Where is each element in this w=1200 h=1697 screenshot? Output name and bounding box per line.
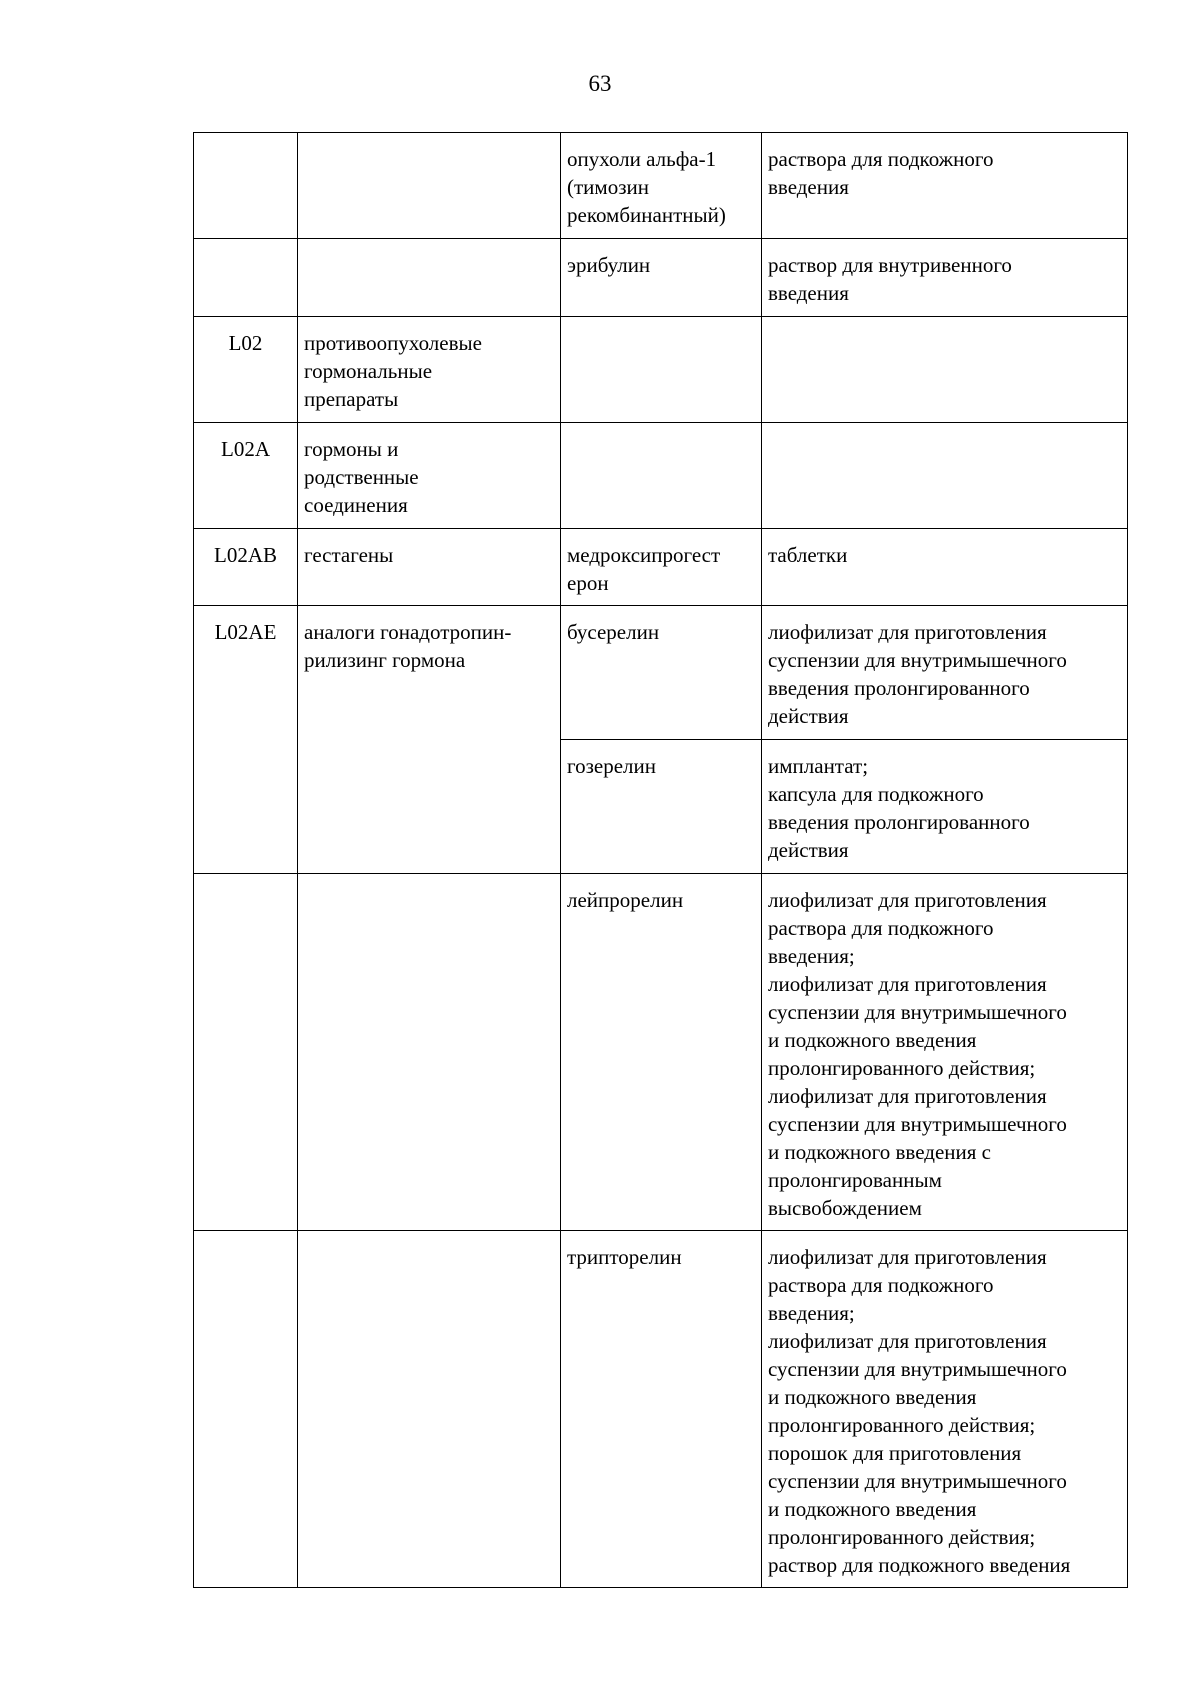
dosage-form-cell: лиофилизат для приготовления раствора для подкожного введения; лиофилизат для приготовления суспензии для внутримышечного и подкожного введения пролонгированного действия; порошок для приготовления суспензии для внутримышечного и подкожного введения пролонгированного действия; раствор для подкожного введения: [762, 1231, 1128, 1588]
atc-code-cell: [194, 239, 298, 317]
drug-name-cell: [561, 423, 762, 529]
drug-table: [193, 132, 1128, 1588]
dosage-form-cell: [762, 317, 1128, 423]
atc-code-cell: [194, 740, 298, 874]
atc-group-cell: противоопухолевые гормональные препараты: [298, 317, 561, 423]
table-row: [194, 239, 1128, 317]
atc-code-cell: L02: [194, 317, 298, 423]
table-row: [194, 606, 1128, 740]
atc-code-cell: L02AE: [194, 606, 298, 740]
atc-group-cell: [298, 133, 561, 239]
atc-code-cell: L02AB: [194, 529, 298, 606]
drug-name-cell: [561, 317, 762, 423]
dosage-form-cell: таблетки: [762, 529, 1128, 606]
atc-group-cell: гормоны и родственные соединения: [298, 423, 561, 529]
atc-group-cell: [298, 874, 561, 1231]
drug-name-cell: опухоли альфа-1 (тимозин рекомбинантный): [561, 133, 762, 239]
table-row: [194, 529, 1128, 606]
atc-group-cell: гестагены: [298, 529, 561, 606]
drug-name-cell: лейпрорелин: [561, 874, 762, 1231]
table-row: [194, 874, 1128, 1231]
table-row: [194, 423, 1128, 529]
atc-code-cell: L02A: [194, 423, 298, 529]
atc-code-cell: [194, 1231, 298, 1588]
table-row: [194, 740, 1128, 874]
drug-name-cell: медроксипрогест ерон: [561, 529, 762, 606]
table-row: [194, 1231, 1128, 1588]
dosage-form-cell: раствор для внутривенного введения: [762, 239, 1128, 317]
table-row: [194, 133, 1128, 239]
drug-name-cell: эрибулин: [561, 239, 762, 317]
dosage-form-cell: [762, 423, 1128, 529]
atc-group-cell: [298, 1231, 561, 1588]
atc-code-cell: [194, 133, 298, 239]
atc-group-cell: [298, 740, 561, 874]
page-number: 63: [588, 71, 612, 96]
dosage-form-cell: имплантат; капсула для подкожного введения пролонгированного действия: [762, 740, 1128, 874]
drug-name-cell: бусерелин: [561, 606, 762, 740]
drug-name-cell: трипторелин: [561, 1231, 762, 1588]
atc-group-cell: [298, 239, 561, 317]
atc-group-cell: аналоги гонадотропин- рилизинг гормона: [298, 606, 561, 740]
atc-code-cell: [194, 874, 298, 1231]
dosage-form-cell: раствора для подкожного введения: [762, 133, 1128, 239]
table-row: [194, 317, 1128, 423]
dosage-form-cell: лиофилизат для приготовления суспензии для внутримышечного введения пролонгированного действия: [762, 606, 1128, 740]
drug-name-cell: гозерелин: [561, 740, 762, 874]
dosage-form-cell: лиофилизат для приготовления раствора для подкожного введения; лиофилизат для приготовления суспензии для внутримышечного и подкожного введения пролонгированного действия; лиофилизат для приготовления суспензии для внутримышечного и подкожного введения с пролонгированным высвобождением: [762, 874, 1128, 1231]
